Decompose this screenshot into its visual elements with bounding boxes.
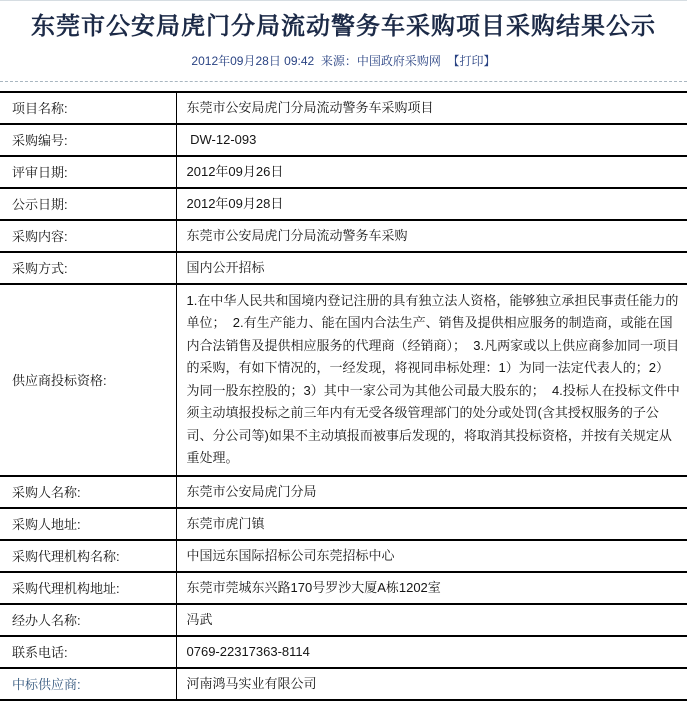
table-row [0, 188, 687, 220]
row-value: 东莞市公安局虎门分局 [186, 483, 317, 499]
row-value: 2012年09月26日 [186, 163, 284, 179]
announcement-table [0, 91, 687, 701]
row-value: 东莞市公安局虎门分局流动警务车采购 [186, 227, 408, 243]
table-row [0, 156, 687, 188]
row-label: 采购人名称: [0, 476, 176, 508]
table-row [0, 92, 687, 124]
row-label: 项目名称: [0, 92, 176, 124]
row-label: 采购代理机构地址: [0, 572, 176, 604]
publish-datetime: 2012年09月28日 09:42 [191, 53, 315, 68]
row-label: 公示日期: [0, 188, 176, 220]
row-value: 东莞市虎门镇 [186, 515, 265, 531]
row-label: 采购内容: [0, 220, 176, 252]
table-row [0, 220, 687, 252]
print-button[interactable]: 【打印】 [447, 53, 496, 68]
row-value: 东莞市莞城东兴路170号罗沙大厦A栋1202室 [186, 579, 441, 595]
row-label: 联系电话: [0, 636, 176, 668]
row-label: 采购方式: [0, 252, 176, 284]
row-value: 冯武 [186, 611, 213, 627]
announcement-table-body [0, 92, 687, 700]
table-row [0, 476, 687, 508]
row-label: 采购编号: [0, 124, 176, 156]
table-row [0, 252, 687, 284]
row-value: 国内公开招标 [186, 259, 265, 275]
row-value: DW-12-093 [186, 131, 257, 147]
source-label: 来源：中国政府采购网 [320, 53, 441, 68]
row-value: 河南鸿马实业有限公司 [186, 675, 317, 691]
table-row [0, 508, 687, 540]
row-label: 采购人地址: [0, 508, 176, 540]
page-title: 东莞市公安局虎门分局流动警务车采购项目采购结果公示 [31, 13, 656, 40]
row-value: 1.在中华人民共和国境内登记注册的具有独立法人资格，能够独立承担民事责任能力的单位； 2.有生产能力、能在国内合法生产、销售及提供相应服务的制造商，或能在国内合法销售及提供相应服务的代理商（经销商）； 3.凡两家或以上供应商参加同一项目的采购，有如下情况的，一经发现，将视同串标处理：1）为同一法定代表人的；2）为同一股东控股的；3）其中一家公司为其他公司最大股东的； 4.投标人在投标文件中须主动填报投标之前三年内有无受各级管理部门的处分或处罚(含其授权服务的子公司、分公司等)如果不主动填报而被事后发现的，将取消其投标资格，并按有关规定从重处理。 [186, 292, 680, 466]
row-label: 经办人名称: [0, 604, 176, 636]
table-row [0, 572, 687, 604]
table-row [0, 668, 687, 700]
row-value: 2012年09月28日 [186, 195, 284, 211]
row-value: 中国远东国际招标公司东莞招标中心 [186, 547, 395, 563]
table-row [0, 284, 687, 476]
row-label: 中标供应商: [0, 668, 176, 700]
row-label: 采购代理机构名称: [0, 540, 176, 572]
table-row [0, 604, 687, 636]
meta-line [0, 46, 687, 71]
table-row [0, 636, 687, 668]
table-row [0, 124, 687, 156]
dashed-divider [0, 81, 687, 82]
row-label: 供应商投标资格: [0, 284, 176, 476]
row-value: 0769-22317363-8114 [186, 643, 310, 659]
row-label: 评审日期: [0, 156, 176, 188]
row-value: 东莞市公安局虎门分局流动警务车采购项目 [186, 99, 434, 115]
table-row [0, 540, 687, 572]
